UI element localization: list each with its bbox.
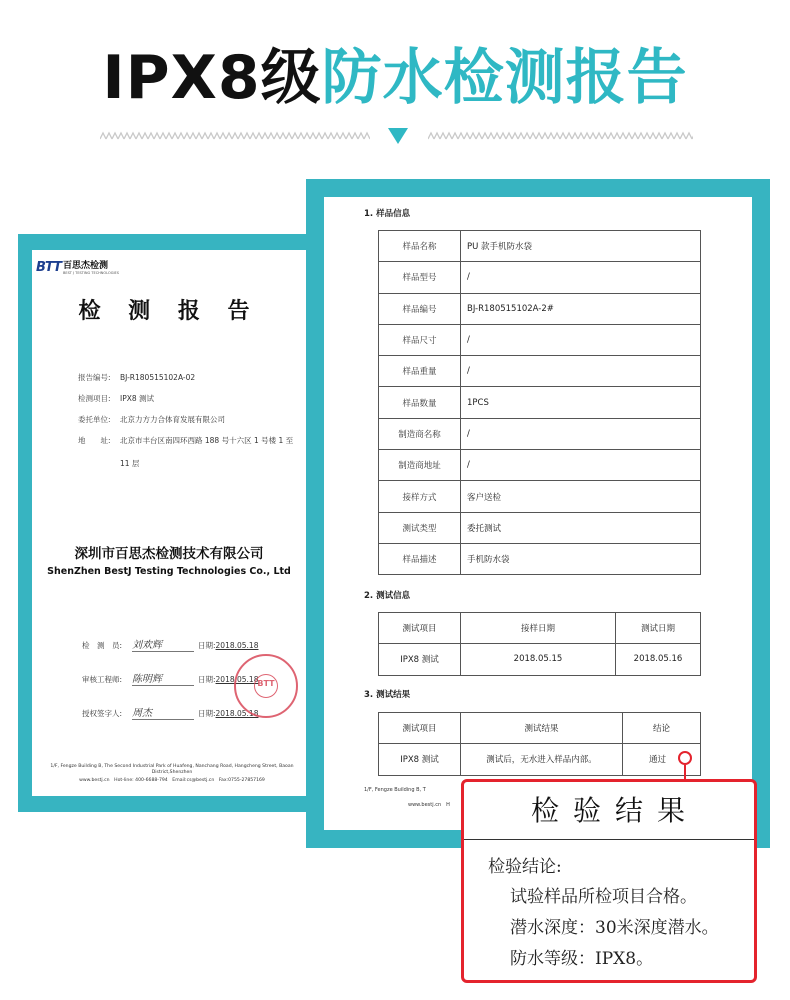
btt-logo [36, 260, 119, 275]
logo-mark: BTT [36, 260, 61, 275]
detail-footer-contact: www.bestj.cn H [408, 802, 450, 808]
info-address-cont: 11 层 [120, 459, 140, 468]
section-test-result-title: 3. 测试结果 [364, 690, 411, 700]
info-address: 地 址: 北京市丰台区南四环西路 188 号十六区 1 号楼 1 至 [78, 436, 294, 445]
page-title-dark: IPX8级 [102, 43, 322, 113]
report-detail-page [324, 197, 752, 830]
left-zigzag-divider [100, 130, 370, 142]
table-row: 样品数量 1PCS [379, 387, 701, 418]
section-sample-info-title: 1. 样品信息 [364, 209, 411, 219]
page-title-accent: 防水检测报告 [321, 43, 688, 113]
table-row: IPX8 测试 测试后，无水进入样品内部。 通过 [379, 744, 701, 775]
conclusion-line-grade: 防水等级：IPX8。 [510, 949, 654, 969]
table-row: 样品尺寸 / [379, 324, 701, 355]
page-title [0, 40, 790, 116]
result-pass-cell: 通过 [623, 744, 701, 775]
section-test-info-title: 2. 测试信息 [364, 591, 411, 601]
table-row: 样品名称 PU 款手机防水袋 [379, 231, 701, 262]
table-row: 接样方式 客户送检 [379, 481, 701, 512]
cover-footer-address: 1/F, Fengze Building B, The Second Industrial Park of Huafeng, Nanchang Road, Hangcheng Street, Baoan [50, 764, 294, 769]
company-name-en: ShenZhen BestJ Testing Technologies Co., Ltd [47, 566, 291, 577]
logo-cn: 百思杰检测 [62, 261, 108, 271]
signature-inspector: 检 测 员: 刘欢辉 日期:2018.05.18 [82, 636, 258, 652]
table-row: 测试类型 委托测试 [379, 512, 701, 543]
company-name-cn: 深圳市百思杰检测技术有限公司 [74, 546, 264, 562]
info-test-item: 检测项目: IPX8 测试 [78, 394, 155, 403]
report-cover-page [32, 250, 306, 796]
test-info-table [378, 612, 701, 676]
cover-footer-district: District,Shenzhen [151, 770, 193, 775]
highlight-leader-line [684, 765, 686, 779]
conclusion-box [461, 779, 757, 983]
test-result-table [378, 712, 701, 776]
down-arrow-icon [388, 128, 408, 144]
info-report-number: 报告编号: BJ-R180515102A-02 [78, 373, 196, 382]
table-row: 样品型号 / [379, 262, 701, 293]
company-seal-stamp: BTT [234, 654, 298, 718]
info-client: 委托单位: 北京力方力合体育发展有限公司 [78, 415, 225, 424]
logo-en: BEST J TESTING TECHNOLOGIES [62, 271, 119, 275]
conclusion-title: 检验结果 [464, 782, 754, 840]
highlight-circle-marker [678, 751, 692, 765]
signature-reviewer: 审核工程师: 陈明辉 日期:2018.05.18 [82, 670, 258, 686]
detail-footer-address: 1/F, Fengze Building B, T [364, 787, 426, 793]
table-row: 样品重量 / [379, 356, 701, 387]
report-cover-title: 检 测 报 告 [78, 298, 260, 324]
table-row: 样品描述 手机防水袋 [379, 543, 701, 574]
signature-authorized: 授权签字人: 周杰 日期:2018.05.18 [82, 704, 258, 720]
table-row: 样品编号 BJ-R180515102A-2# [379, 293, 701, 324]
table-row: 测试项目 测试结果 结论 [379, 713, 701, 744]
conclusion-line-qualified: 试验样品所检项目合格。 [510, 887, 697, 907]
conclusion-label: 检验结论: [488, 857, 562, 877]
table-row: 测试项目 接样日期 测试日期 [379, 613, 701, 644]
cover-footer-contact: www.bestj.cn Hot-line: 400-6688-794 Email:cs@bestj.cn Fax:0755-27857169 [79, 778, 265, 783]
table-row: 制造商名称 / [379, 418, 701, 449]
table-row: 制造商地址 / [379, 450, 701, 481]
right-zigzag-divider [428, 130, 693, 142]
table-row: IPX8 测试 2018.05.15 2018.05.16 [379, 644, 701, 675]
conclusion-line-depth: 潜水深度：30米深度潜水。 [510, 918, 719, 938]
sample-info-table [378, 230, 701, 575]
